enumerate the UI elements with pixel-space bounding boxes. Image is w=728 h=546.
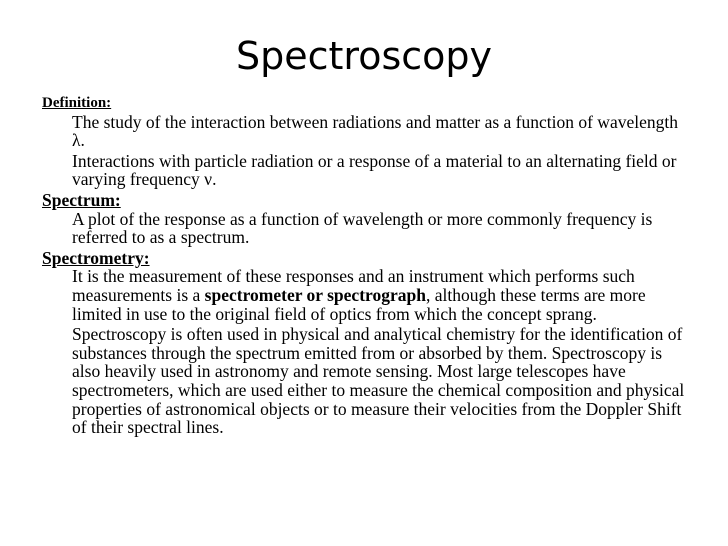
spectrometry-paragraph-1-lead: It is the measurement of these responses and an instrument which performs such measurements is a (72, 266, 635, 305)
spectrometry-paragraph-1-tail: , although these terms are more limited in use to the original field of optics from which the concept sprang. (72, 284, 646, 324)
spectrum-paragraph-1: A plot of the response as a function of wavelength or more commonly frequency is referred to as a spectrum. (72, 208, 653, 248)
term-spectrum: Spectrum: (42, 189, 121, 210)
spectrometry-paragraph-1 (72, 267, 692, 323)
slide-body (42, 94, 692, 437)
definition-paragraph-2: Interactions with particle radiation or a response of a material to an alternating field or varying frequency ν. (72, 150, 677, 190)
term-definition: Definition: (42, 95, 112, 111)
definition-paragraph-1: The study of the interaction between radiations and matter as a function of wavelength λ. (72, 111, 678, 151)
term-spectrometry: Spectrometry: (42, 247, 150, 268)
slide-title: Spectroscopy (236, 34, 492, 78)
spectrometer-emphasis: spectrometer or spectrograph (204, 284, 426, 305)
spectrometry-paragraph-2: Spectroscopy is often used in physical and analytical chemistry for the identification of substances through the spectrum emitted from or absorbed by them. Spectroscopy is also heavily used in astronomy and remote sensing. Most large telescopes have spectrometers, which are used either to measure the chemical composition and physical properties of astronomical objects or to measure their velocities from the Doppler Shift of their spectral lines. (72, 324, 685, 438)
